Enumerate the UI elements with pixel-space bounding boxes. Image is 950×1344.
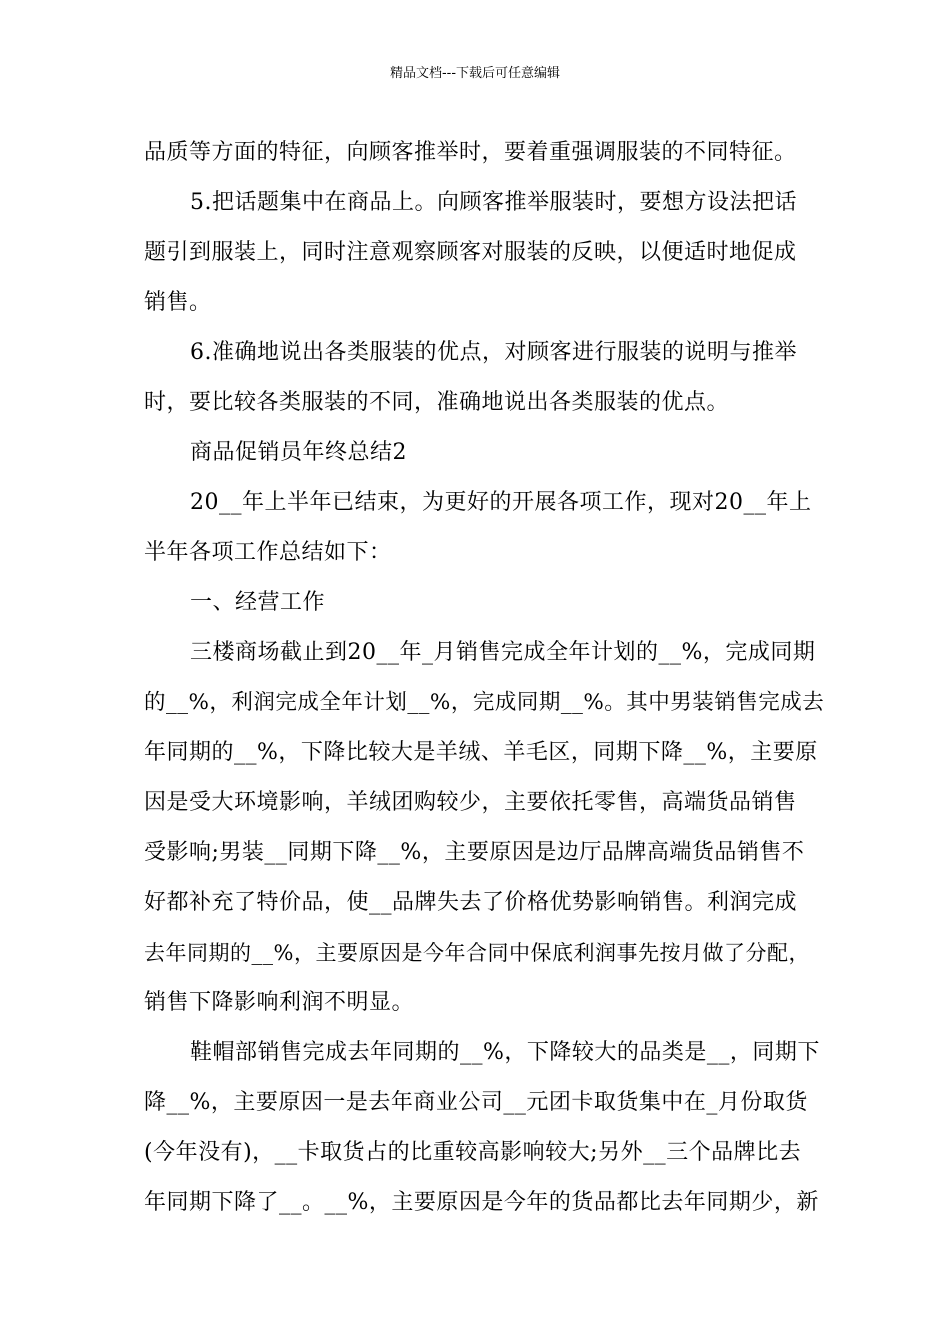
text-line: 5.把话题集中在商品上。向顾客推举服装时，要想方设法把话 (190, 190, 797, 215)
text-line: 年同期的__%，下降比较大是羊绒、羊毛区，同期下降__%，主要原 (144, 740, 818, 765)
text-line: 销售。 (144, 290, 212, 315)
text-line: 题引到服装上，同时注意观察顾客对服装的反映，以便适时地促成 (144, 240, 797, 265)
text-line: 时，要比较各类服装的不同，准确地说出各类服装的优点。 (144, 390, 730, 415)
text-line: 半年各项工作总结如下： (144, 540, 392, 565)
text-line: 鞋帽部销售完成去年同期的__%，下降较大的品类是__，同期下 (190, 1040, 820, 1065)
text-line: 去年同期的__%，主要原因是今年合同中保底利润事先按月做了分配， (144, 941, 810, 965)
text-line: 降__%，主要原因一是去年商业公司__元团卡取货集中在_月份取货 (144, 1090, 808, 1115)
text-line: 三楼商场截止到20__年_月销售完成全年计划的__%，完成同期 (190, 640, 816, 665)
text-line: 商品促销员年终总结2 (190, 440, 407, 465)
text-line: 的__%，利润完成全年计划__%，完成同期__%。其中男装销售完成去 (144, 690, 825, 715)
text-line: (今年没有)，__卡取货占的比重较高影响较大;另外__三个品牌比去 (144, 1140, 802, 1165)
text-line: 6.准确地说出各类服装的优点，对顾客进行服装的说明与推举 (190, 340, 797, 365)
text-line: 好都补充了特价品，使__品牌失去了价格优势影响销售。利润完成 (144, 890, 798, 915)
text-line: 20__年上半年已结束，为更好的开展各项工作，现对20__年上 (190, 490, 812, 515)
text-line: 年同期下降了__。__%，主要原因是今年的货品都比去年同期少，新 (144, 1190, 819, 1215)
text-line: 销售下降影响利润不明显。 (144, 990, 415, 1015)
text-line: 一、经营工作 (190, 590, 326, 615)
document-body (144, 128, 824, 1228)
text-line: 品质等方面的特征，向顾客推举时，要着重强调服装的不同特征。 (144, 140, 797, 165)
text-line: 受影响;男装__同期下降__%，主要原因是边厅品牌高端货品销售不 (144, 840, 805, 865)
text-line: 因是受大环境影响，羊绒团购较少，主要依托零售，高端货品销售 (144, 790, 797, 815)
page-header: 精品文档---下载后可任意编辑 (389, 66, 561, 81)
